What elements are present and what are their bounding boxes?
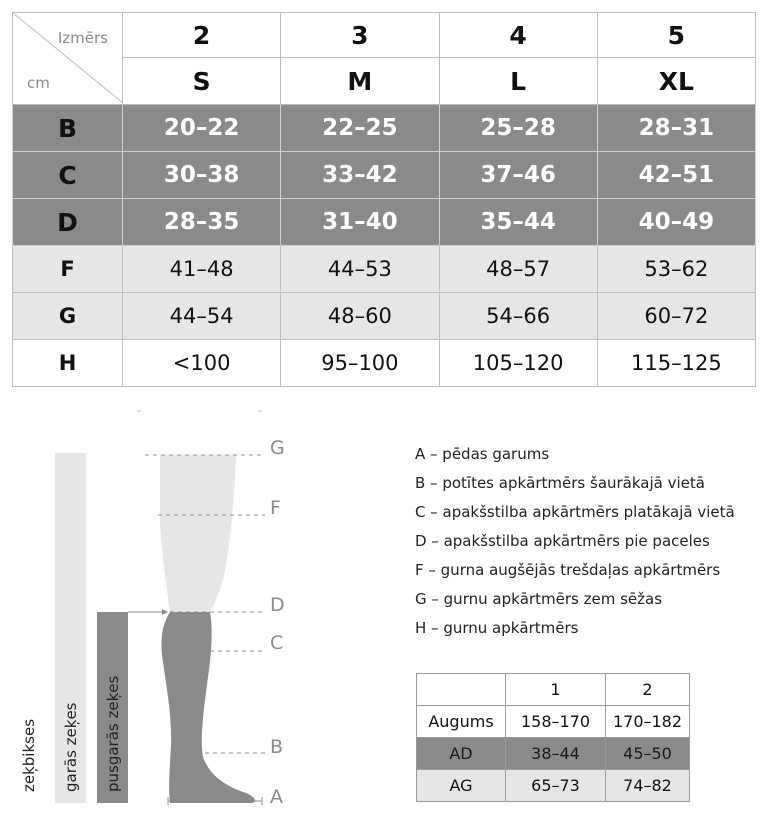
row-label: Augums xyxy=(417,706,506,738)
measure-letter-b: B xyxy=(270,736,284,758)
row-label: AG xyxy=(417,770,506,802)
table-cell: 115–125 xyxy=(597,340,755,387)
leg-diagram xyxy=(0,405,400,816)
table-cell: 25–28 xyxy=(439,105,597,152)
corner-cell xyxy=(13,13,123,105)
legend-item: G – gurnu apkārtmērs zem sēžas xyxy=(415,590,663,608)
row-key: D xyxy=(13,199,123,246)
table-cell: 28–31 xyxy=(597,105,755,152)
table-cell: 30–38 xyxy=(123,152,281,199)
table-row xyxy=(417,738,690,770)
table-cell: 37–46 xyxy=(439,152,597,199)
table-row xyxy=(13,340,756,387)
header-cell: 2 xyxy=(606,674,690,706)
table-cell: 33–42 xyxy=(281,152,439,199)
size-number: 4 xyxy=(439,13,597,58)
table-cell: 54–66 xyxy=(439,293,597,340)
table-cell: 35–44 xyxy=(439,199,597,246)
table-cell: 60–72 xyxy=(597,293,755,340)
legend-item: A – pēdas garums xyxy=(415,445,550,463)
measure-letter-f: F xyxy=(270,497,281,519)
row-key: B xyxy=(13,105,123,152)
size-label: S xyxy=(123,58,281,105)
measure-letter-a: A xyxy=(270,786,283,808)
table-row xyxy=(417,706,690,738)
table-cell: 40–49 xyxy=(597,199,755,246)
size-label: M xyxy=(281,58,439,105)
table-cell: 22–25 xyxy=(281,105,439,152)
table-cell: 53–62 xyxy=(597,246,755,293)
size-number: 2 xyxy=(123,13,281,58)
leg-calf xyxy=(161,612,255,803)
legend-item: B – potītes apkārtmērs šaurākajā vietā xyxy=(415,474,705,492)
long-stockings-label: garās zeķes xyxy=(62,702,80,792)
measurement-legend xyxy=(415,440,735,643)
table-cell: 41–48 xyxy=(123,246,281,293)
size-label-row xyxy=(13,58,756,105)
measure-letter-d: D xyxy=(270,594,285,616)
header-cell: 1 xyxy=(506,674,606,706)
table-row xyxy=(417,770,690,802)
leg-thigh xyxy=(160,455,236,612)
half-stockings-label: pusgarās zeķes xyxy=(104,675,122,792)
table-row xyxy=(13,246,756,293)
height-table xyxy=(416,673,690,802)
size-label: L xyxy=(439,58,597,105)
legend-item: C – apakšstilba apkārtmērs platākajā vietā xyxy=(415,503,735,521)
table-row xyxy=(13,293,756,340)
size-label: XL xyxy=(597,58,755,105)
table-cell: 45–50 xyxy=(606,738,690,770)
legend-item: F – gurna augšējās trešdaļas apkārtmērs xyxy=(415,561,721,579)
measure-letter-g: G xyxy=(270,437,285,459)
legend-item: H – gurnu apkārtmērs xyxy=(415,619,579,637)
table-cell: 48–57 xyxy=(439,246,597,293)
table-row xyxy=(13,105,756,152)
size-number: 5 xyxy=(597,13,755,58)
table-cell: 31–40 xyxy=(281,199,439,246)
size-number: 3 xyxy=(281,13,439,58)
row-key: F xyxy=(13,246,123,293)
row-key: C xyxy=(13,152,123,199)
table-cell: 42–51 xyxy=(597,152,755,199)
size-number-row xyxy=(13,13,756,58)
table-row xyxy=(13,152,756,199)
table-cell: 20–22 xyxy=(123,105,281,152)
tights-label: zeķbikses xyxy=(20,718,38,792)
header-cell xyxy=(417,674,506,706)
corner-size-label: Izmērs xyxy=(57,29,108,47)
table-cell: 28–35 xyxy=(123,199,281,246)
table-cell: 95–100 xyxy=(281,340,439,387)
table-cell: 170–182 xyxy=(606,706,690,738)
row-key: G xyxy=(13,293,123,340)
table-cell: 44–53 xyxy=(281,246,439,293)
table-cell: 38–44 xyxy=(506,738,606,770)
table-row xyxy=(13,199,756,246)
table-cell: 44–54 xyxy=(123,293,281,340)
size-table xyxy=(12,12,756,387)
table-cell: 74–82 xyxy=(606,770,690,802)
table-cell: 105–120 xyxy=(439,340,597,387)
table-cell: 65–73 xyxy=(506,770,606,802)
row-label: AD xyxy=(417,738,506,770)
corner-unit-label: cm xyxy=(27,74,50,92)
row-key: H xyxy=(13,340,123,387)
height-table-header xyxy=(417,674,690,706)
legend-item: D – apakšstilba apkārtmērs pie paceles xyxy=(415,532,710,550)
table-cell: <100 xyxy=(123,340,281,387)
table-cell: 158–170 xyxy=(506,706,606,738)
measure-letter-c: C xyxy=(270,632,284,654)
table-cell: 48–60 xyxy=(281,293,439,340)
